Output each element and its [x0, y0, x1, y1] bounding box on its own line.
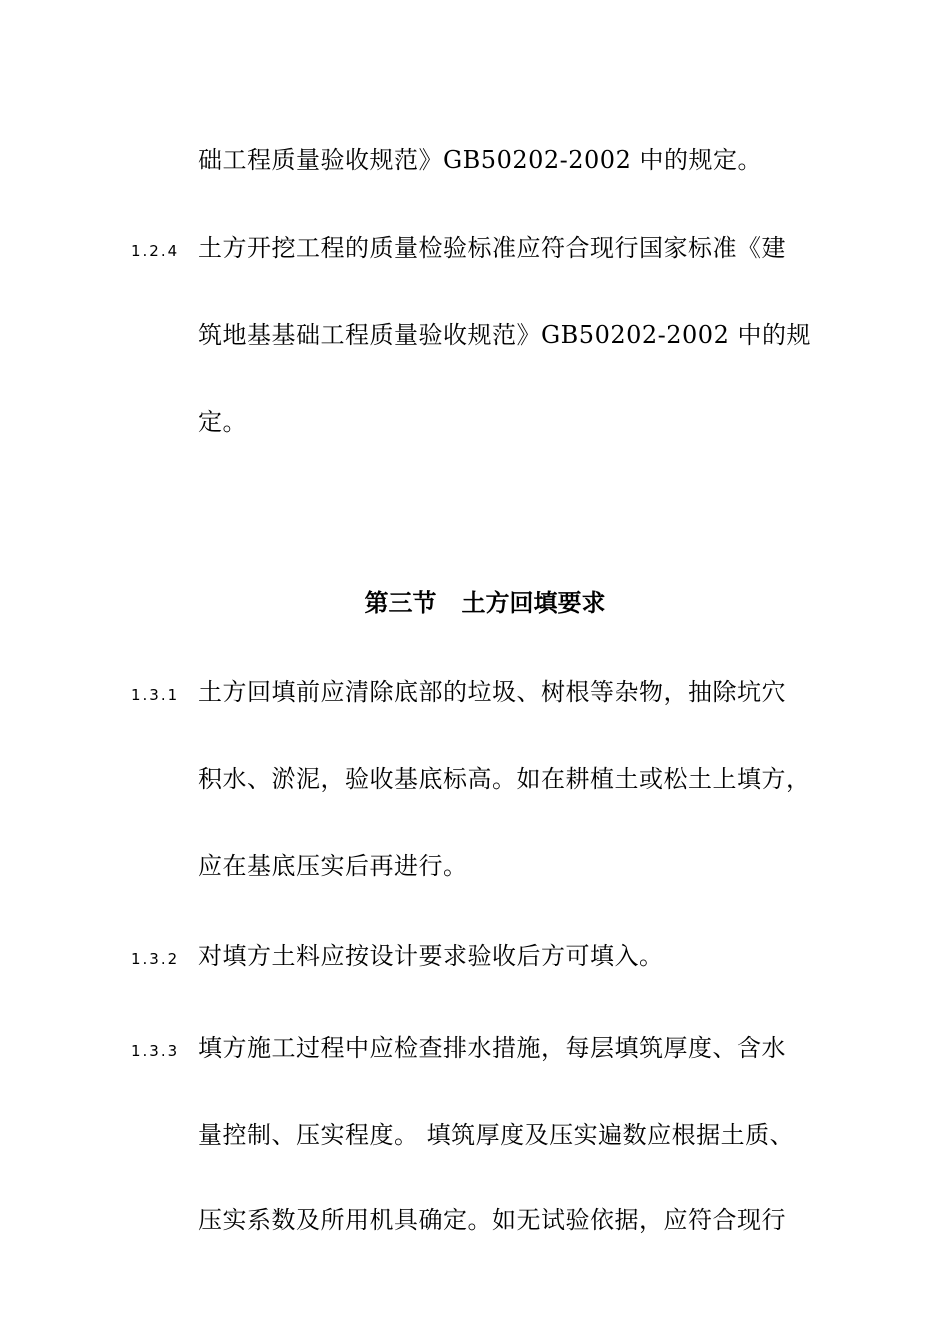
clause-number: 1.3.1 [131, 686, 180, 704]
clause-text-line: 积水、淤泥，验收基底标高。如在耕植土或松土上填方， [198, 765, 811, 793]
clause-text-line: 筑地基基础工程质量验收规范》GB50202-2002 中的规 [198, 321, 811, 349]
clause-text-line: 土方回填前应清除底部的垃圾、树根等杂物，抽除坑穴 [198, 678, 786, 706]
clause-number: 1.3.3 [131, 1042, 180, 1060]
clause-text-line: 定。 [198, 408, 247, 436]
clause-text-line: 填方施工过程中应检查排水措施，每层填筑厚度、含水 [198, 1034, 786, 1062]
clause-text-line: 应在基底压实后再进行。 [198, 852, 468, 880]
paragraph-line: 础工程质量验收规范》GB50202-2002 中的规定。 [198, 146, 762, 174]
clause-number: 1.2.4 [131, 242, 180, 260]
clause-text-line: 土方开挖工程的质量检验标准应符合现行国家标准《建 [198, 234, 786, 262]
clause-text-line: 压实系数及所用机具确定。如无试验依据，应符合现行 [198, 1206, 786, 1234]
clause-number: 1.3.2 [131, 950, 180, 968]
clause-text-line: 量控制、压实程度。 填筑厚度及压实遍数应根据土质、 [198, 1121, 795, 1149]
clause-text-line: 对填方土料应按设计要求验收后方可填入。 [198, 942, 664, 970]
section-heading: 第三节 土方回填要求 [364, 589, 606, 617]
